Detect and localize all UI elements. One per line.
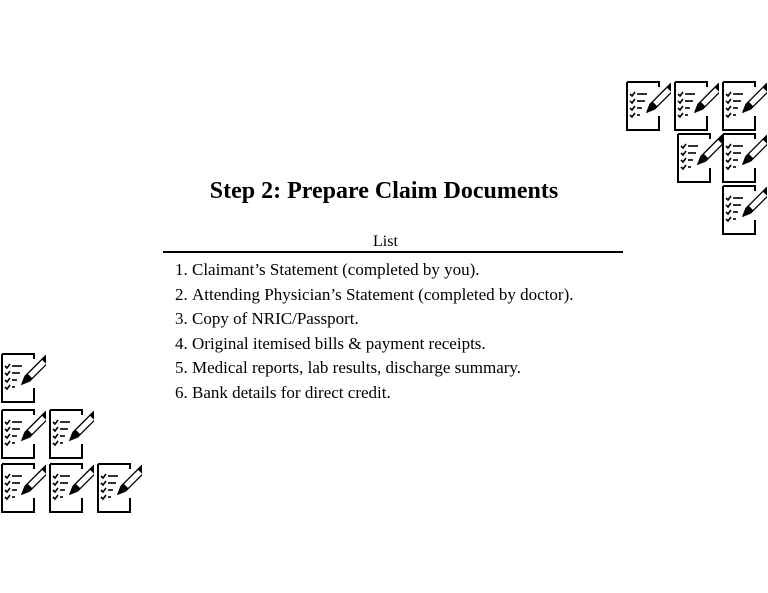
- list-item: [175, 356, 573, 381]
- list-item-number: 1.: [175, 260, 188, 279]
- list-item-number: 2.: [175, 284, 188, 304]
- checklist-pencil-icon: [96, 462, 142, 514]
- list-item-text: Copy of NRIC/Passport.: [192, 309, 359, 328]
- list-item-number: 5.: [175, 358, 188, 377]
- checklist-pencil-icon: [48, 462, 94, 514]
- checklist-pencil-icon: [721, 80, 767, 132]
- checklist-pencil-icon: [673, 80, 719, 132]
- list-item-text: Claimant’s Statement (completed by you).: [192, 260, 480, 279]
- document-list: [175, 258, 573, 405]
- checklist-pencil-icon: [676, 132, 722, 184]
- checklist-pencil-icon: [0, 352, 46, 404]
- list-item: [175, 283, 573, 308]
- checklist-pencil-icon: [0, 408, 46, 460]
- list-item: [175, 381, 573, 406]
- list-item-text: Original itemised bills & payment receipts.: [192, 333, 486, 353]
- checklist-pencil-icon: [625, 80, 671, 132]
- list-item-text: Attending Physician’s Statement (completed by doctor).: [192, 284, 574, 304]
- page-title: Step 2: Prepare Claim Documents: [209, 178, 559, 204]
- list-header: [163, 233, 623, 253]
- list-header-label: List: [373, 233, 398, 250]
- list-item-number: 4.: [175, 333, 188, 353]
- checklist-pencil-icon: [0, 462, 46, 514]
- checklist-pencil-icon: [721, 184, 767, 236]
- list-item-text: Medical reports, lab results, discharge summary.: [192, 358, 522, 377]
- list-item: [175, 258, 573, 283]
- checklist-pencil-icon: [721, 132, 767, 184]
- checklist-pencil-icon: [48, 408, 94, 460]
- list-item: [175, 307, 573, 332]
- list-item-text: Bank details for direct credit.: [192, 382, 391, 402]
- list-item-number: 6.: [175, 382, 188, 402]
- list-item-number: 3.: [175, 309, 188, 328]
- list-item: [175, 332, 573, 357]
